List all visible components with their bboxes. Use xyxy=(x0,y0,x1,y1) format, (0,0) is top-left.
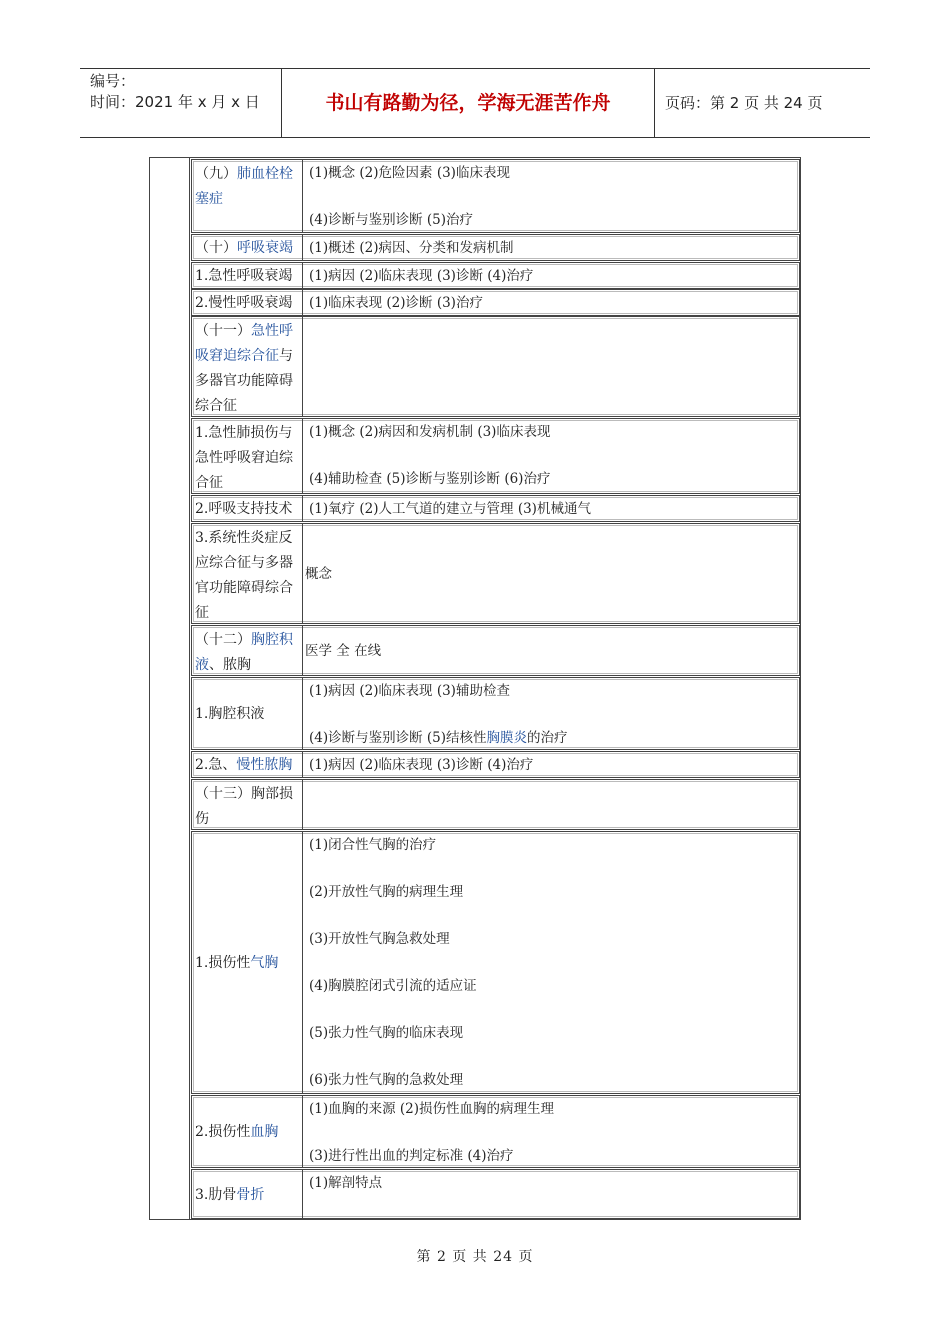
topic-cell xyxy=(192,317,303,416)
header-meta xyxy=(90,71,280,113)
topic-cell xyxy=(192,780,303,829)
header-motto: 书山有路勤为径，学海无涯苦作舟 xyxy=(325,92,611,114)
table-row xyxy=(191,289,800,316)
page-footer: 第 2 页 共 24 页 xyxy=(416,1249,534,1265)
topic-link[interactable]: 血胸 xyxy=(250,1124,279,1140)
inline-link[interactable]: 胸膜炎 xyxy=(486,730,528,746)
table-row xyxy=(191,159,800,233)
content-line: (5)张力性气胸的临床表现 xyxy=(309,1025,464,1041)
content-line: (1)血胸的来源 (2)损伤性血胸的病理生理 xyxy=(309,1101,555,1117)
content-cell xyxy=(303,263,799,288)
content-line: 医学 全 在线 xyxy=(305,642,382,659)
topic-prefix: 1.损伤性 xyxy=(195,955,251,971)
content-line: (1)解剖特点 xyxy=(309,1175,383,1191)
content-line: 概念 xyxy=(305,565,332,582)
topic-link[interactable]: 气胸 xyxy=(250,955,279,971)
header-divider xyxy=(654,69,655,137)
content-line: (1)临床表现 (2)诊断 (3)治疗 xyxy=(309,295,483,311)
table-row xyxy=(191,234,800,261)
table-row xyxy=(191,523,800,624)
topic-link[interactable]: 急性呼吸窘迫综合征 xyxy=(195,323,293,364)
topic-text: 2.呼吸支持技术 xyxy=(195,501,293,517)
topic-link[interactable]: 慢性脓胸 xyxy=(236,757,293,773)
content-line: (1)病因 (2)临床表现 (3)辅助检查 xyxy=(309,683,510,699)
document-date: 时间：2021 年 x 月 x 日 xyxy=(90,93,260,111)
topic-link[interactable]: 胸腔积液 xyxy=(195,632,293,673)
content-line: (6)张力性气胸的急救处理 xyxy=(309,1072,464,1088)
table-row xyxy=(191,316,800,417)
table-row xyxy=(191,1169,800,1219)
table-row xyxy=(191,495,800,522)
content-cell xyxy=(303,524,799,623)
topic-cell xyxy=(192,290,303,315)
topic-suffix: 与多器官功能障碍综合征 xyxy=(195,348,293,414)
content-line: (4)诊断与鉴别诊断 (5)治疗 xyxy=(309,212,474,228)
content-line: (1)概念 (2)病因和发病机制 (3)临床表现 xyxy=(309,424,551,440)
content-cell xyxy=(303,317,799,416)
content-line: (4)辅助检查 (5)诊断与鉴别诊断 (6)治疗 xyxy=(309,471,551,487)
topic-link[interactable]: 呼吸衰竭 xyxy=(237,240,293,256)
topic-text: 1.胸腔积液 xyxy=(195,706,265,722)
topic-text: 3.系统性炎症反应综合征与多器官功能障碍综合征 xyxy=(195,530,293,621)
topic-text: 1.急性肺损伤与急性呼吸窘迫综合征 xyxy=(195,425,293,491)
content-cell xyxy=(303,160,799,232)
content-cell xyxy=(303,496,799,521)
topic-cell xyxy=(192,752,303,777)
content-line: (4)胸膜腔闭式引流的适应证 xyxy=(309,978,477,994)
topic-cell xyxy=(192,626,303,675)
topic-prefix: （十二） xyxy=(195,632,251,648)
topic-prefix: 2.损伤性 xyxy=(195,1124,251,1140)
content-line: (1)概念 (2)危险因素 (3)临床表现 xyxy=(309,165,510,181)
topic-cell xyxy=(192,1170,303,1218)
content-line: (3)进行性出血的判定标准 (4)治疗 xyxy=(309,1148,514,1164)
topic-cell xyxy=(192,678,303,749)
topic-suffix: 、脓胸 xyxy=(209,657,251,673)
content-cell xyxy=(303,752,799,777)
content-cell xyxy=(303,1096,799,1167)
topic-cell xyxy=(192,496,303,521)
content-line: (1)病因 (2)临床表现 (3)诊断 (4)治疗 xyxy=(309,268,534,284)
topic-cell xyxy=(192,1096,303,1167)
table-row xyxy=(191,779,800,830)
table-row xyxy=(191,625,800,676)
topic-cell xyxy=(192,419,303,493)
document-number-label: 编号： xyxy=(90,72,136,90)
table-row xyxy=(191,751,800,778)
table-row xyxy=(191,418,800,494)
topic-prefix: （九） xyxy=(195,166,237,182)
content-cell xyxy=(303,780,799,829)
topic-text: （十三）胸部损伤 xyxy=(195,786,293,827)
topic-text: 1.急性呼吸衰竭 xyxy=(195,268,293,284)
table-row xyxy=(191,831,800,1094)
topic-link[interactable]: 肺血栓栓塞症 xyxy=(195,166,293,207)
table-row xyxy=(191,1095,800,1168)
table-left-column xyxy=(150,158,190,1219)
topic-cell xyxy=(192,235,303,260)
content-line: (2)开放性气胸的病理生理 xyxy=(309,884,464,900)
topic-prefix: （十一） xyxy=(195,323,251,339)
content-cell xyxy=(303,1170,799,1218)
topic-text: 2.慢性呼吸衰竭 xyxy=(195,295,293,311)
page-header xyxy=(80,68,870,138)
topic-prefix: 3.肋骨 xyxy=(195,1186,237,1203)
topic-cell xyxy=(192,160,303,232)
topic-cell xyxy=(192,832,303,1093)
content-cell xyxy=(303,290,799,315)
content-cell xyxy=(303,832,799,1093)
topic-cell xyxy=(192,263,303,288)
topic-link[interactable]: 骨折 xyxy=(236,1186,265,1203)
content-line: (1)闭合性气胸的治疗 xyxy=(309,837,437,853)
content-line: (1)病因 (2)临床表现 (3)诊断 (4)治疗 xyxy=(309,757,534,773)
content-line: (1)氧疗 (2)人工气道的建立与管理 (3)机械通气 xyxy=(309,501,591,517)
content-cell xyxy=(303,235,799,260)
table-row xyxy=(191,262,800,289)
content-line: (4)诊断与鉴别诊断 (5)结核性胸膜炎的治疗 xyxy=(309,730,568,746)
topic-prefix: 2.急、 xyxy=(195,757,237,773)
content-cell xyxy=(303,419,799,493)
content-cell xyxy=(303,678,799,749)
header-page-info: 页码：第 2 页 共 24 页 xyxy=(665,94,823,112)
content-line: (1)概述 (2)病因、分类和发病机制 xyxy=(309,240,514,256)
content-cell xyxy=(303,626,799,675)
content-line: (3)开放性气胸急救处理 xyxy=(309,931,450,947)
topic-prefix: （十） xyxy=(195,240,237,256)
table-row xyxy=(191,677,800,750)
topic-cell xyxy=(192,524,303,623)
